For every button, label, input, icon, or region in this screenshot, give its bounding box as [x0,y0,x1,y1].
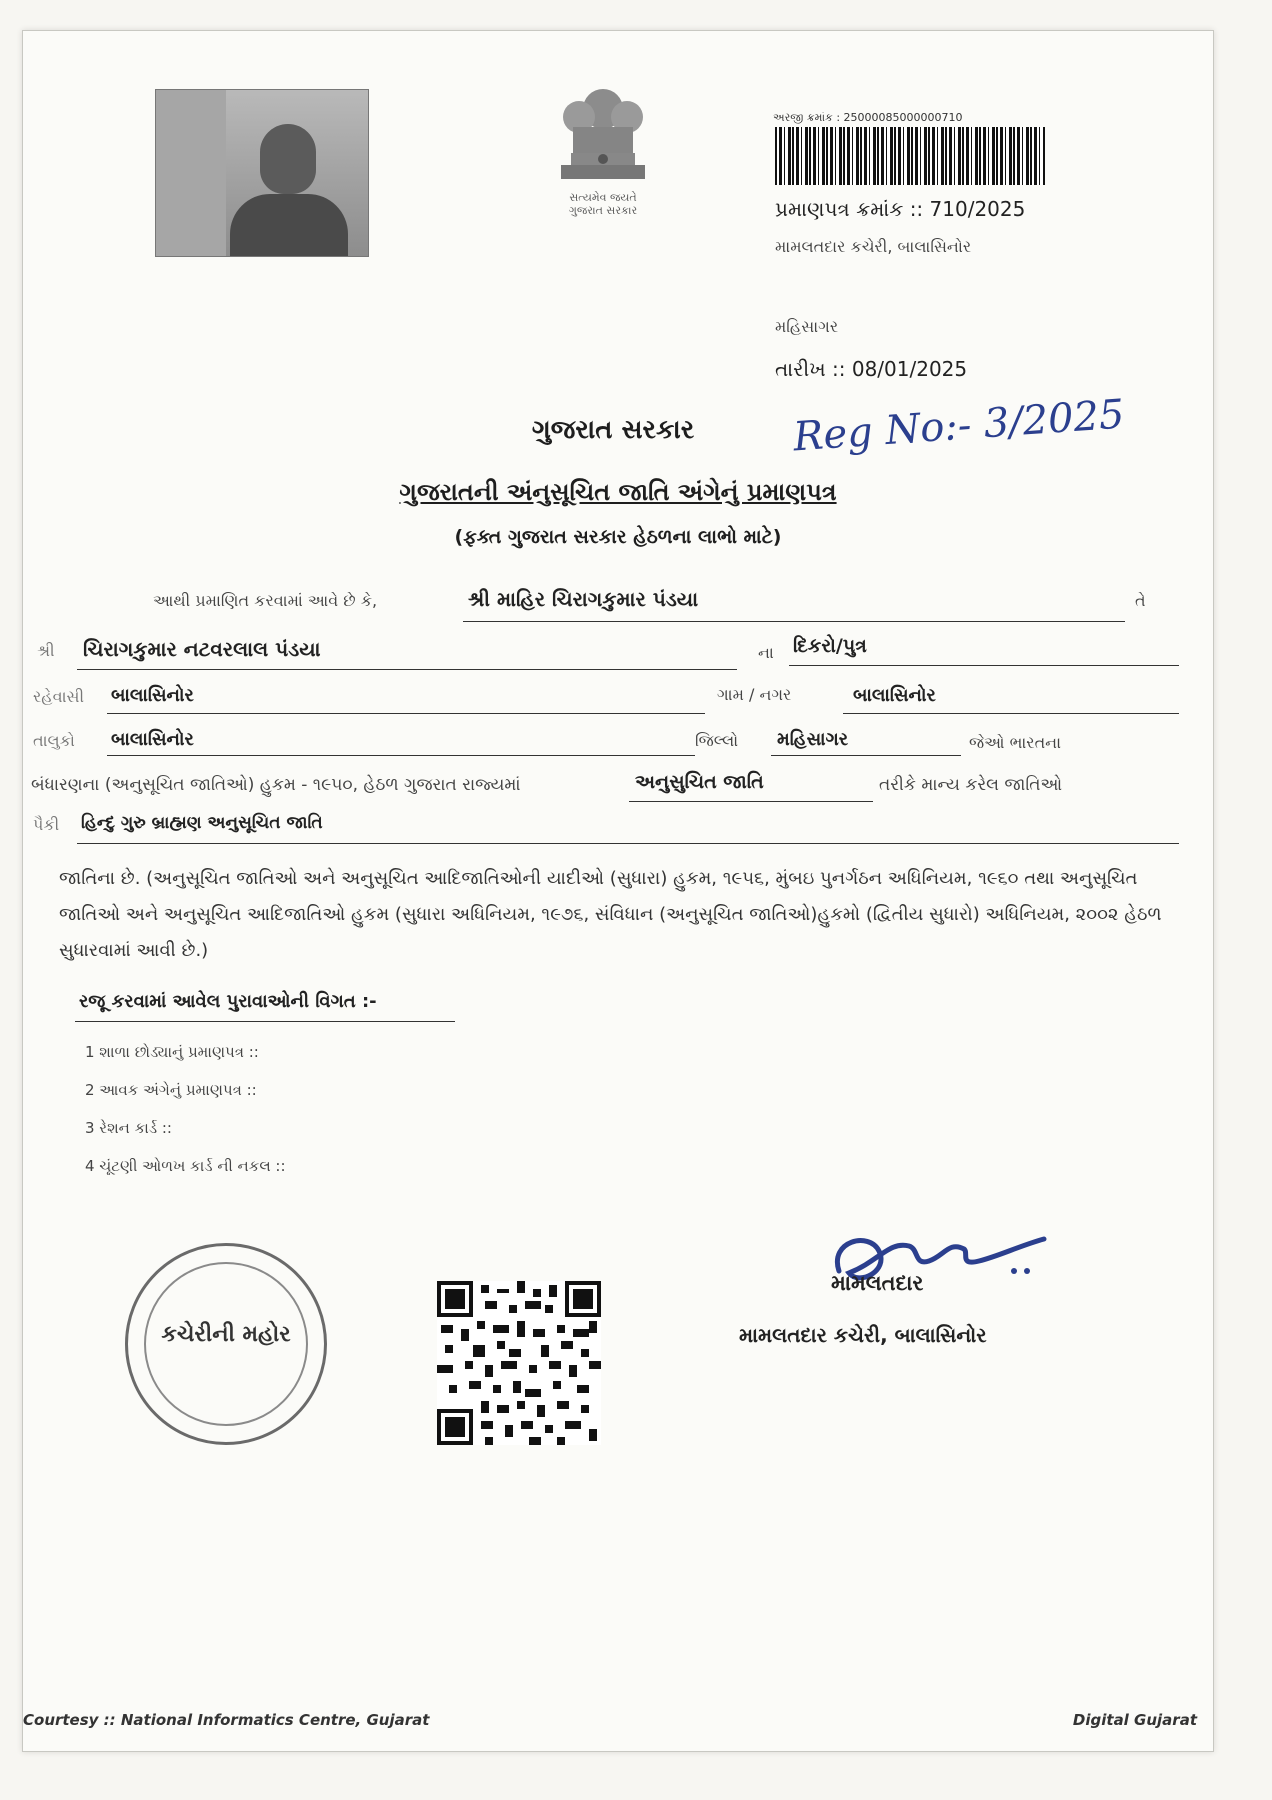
applicant-photo [155,89,369,257]
category-value: અનુસુચિત જાતિ [635,771,764,793]
te-text: તે [1135,591,1146,610]
certificate-number: પ્રમાણપત્ર ક્રમાંક :: 710/2025 [775,197,1026,221]
evidence-heading: રજૂ કરવામાં આવેલ પુરાવાઓની વિગત :- [79,991,377,1012]
district-value: મહિસાગર [777,729,849,750]
evidence-item: 3 રેશન કાર્ડ :: [85,1119,172,1137]
caste-value: હિન્દુ ગુરુ બ્રાહ્મણ અનુસૂચિત જાતિ [81,813,323,833]
taluka-label: તાલુકો [33,731,75,750]
relation: દિકરો/પુત્ર [793,635,867,657]
shri-text: શ્રી [37,641,55,660]
certificate-sheet [22,30,1214,1752]
handwritten-reg-no: Reg No:- 3/2025 [791,391,1126,461]
applicant-name: શ્રી માહિર ચિરાગકુમાર પંડયા [468,587,699,611]
footer-courtesy: Courtesy :: National Informatics Centre, Gujarat [23,1711,430,1729]
issuing-office: મામલતદાર કચેરી, બાલાસિનોર [775,237,972,256]
taluka-value: બાલાસિનોર [111,729,194,750]
signatory-title: મામલતદાર [831,1271,924,1295]
national-emblem-icon [543,79,663,189]
intro-text: આથી પ્રમાણિત કરવામાં આવે છે કે, [153,591,378,610]
evidence-item: 2 આવક અંગેનું પ્રમાણપત્ર :: [85,1081,257,1099]
issue-date: તારીખ :: 08/01/2025 [775,357,968,381]
govt-title: ગુજરાત સરકાર [531,415,695,445]
legal-paragraph: જાતિના છે. (અનુસૂચિત જાતિઓ અને અનુસૂચિત આદિજાતિઓની યાદીઓ (સુધારા) હુકમ, ૧૯૫૬, મુંબઇ પુનર્ગઠન અધિનિયમ, ૧૯૬૦ તથા અનુસૂચિત જાતિઓ અને અનુસૂચિત આદિજાતિઓ હુકમ (સુધારા અધિનિયમ, ૧૯૭૬, સંવિધાન (અનુસૂચિત જાતિઓ)હુકમો (દ્વિતીય સુધારો) અધિનિયમ, ૨૦૦૨ હેઠળ સુધારવામાં આવી છે.) [59,868,1162,961]
seal-text: કચેરીની મહોર [161,1322,291,1347]
application-number: અરજી ક્રમાંક : 25000085000000710 [773,111,963,124]
emblem-govt: ગુજરાત સરકાર [568,204,638,217]
village-label: ગામ / નગર [717,685,792,704]
office-seal [125,1243,327,1445]
emblem-caption [523,191,683,217]
qr-code-icon [437,1281,601,1445]
caste-label: પૈકી [33,815,60,834]
bharat-text: જેઓ ભારતના [969,733,1062,752]
certificate-scope: (ફક્ત ગુજરાત સરકાર હેઠળના લાભો માટે) [454,526,782,548]
evidence-item: 1 શાળા છોડ્યાનું પ્રમાણપત્ર :: [85,1043,259,1061]
evidence-item: 4 ચૂંટણી ઓળખ કાર્ડ ની નકલ :: [85,1157,286,1175]
barcode-icon [775,127,1045,185]
recognized-text: તરીકે માન્ય કરેલ જાતિઓ [879,775,1063,795]
district-label: જિલ્લો [695,731,739,750]
na-text: ના [758,643,774,662]
emblem-motto: સત્યમેવ જયતે [569,191,637,204]
resident-label: રહેવાસી [33,687,85,706]
footer-digital-gujarat: Digital Gujarat [1072,1711,1197,1729]
order-text: બંધારણના (અનુસૂચિત જાતિઓ) હુકમ - ૧૯૫૦, હેઠળ ગુજરાત રાજ્યમાં [31,775,521,795]
certificate-title: ગુજરાતની અંનુસૂચિત જાતિ અંગેનું પ્રમાણપત્ર [399,478,837,506]
issuing-district: મહિસાગર [775,317,839,336]
father-name: ચિરાગકુમાર નટવરલાલ પંડયા [83,637,321,661]
village-value: બાલાસિનોર [853,685,936,706]
resident-value: બાલાસિનોર [111,685,194,706]
signatory-office: મામલતદાર કચેરી, બાલાસિનોર [739,1323,987,1347]
